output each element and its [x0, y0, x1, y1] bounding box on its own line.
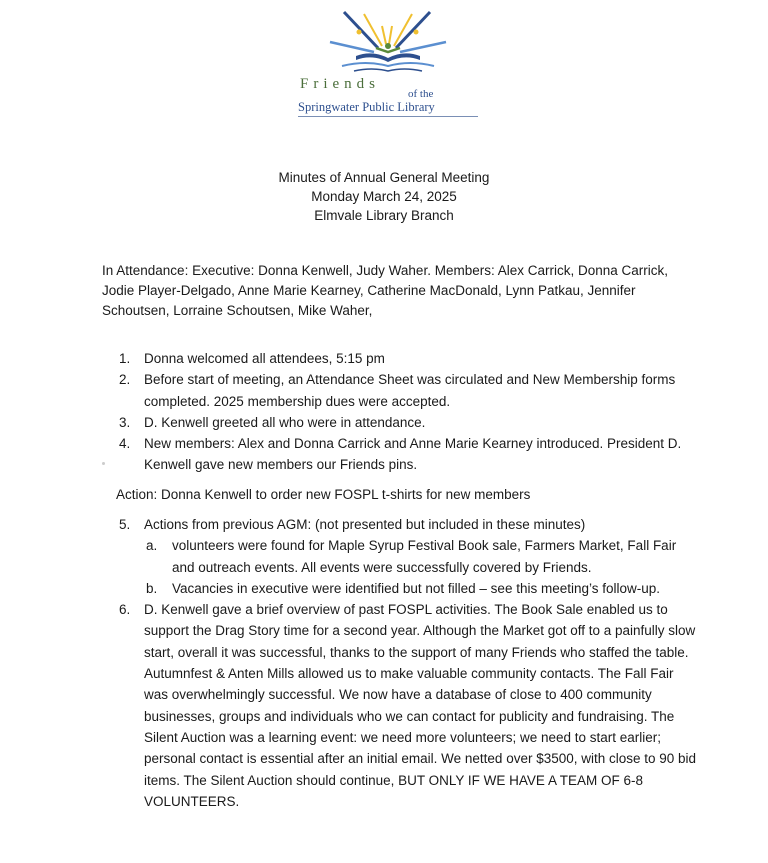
item-text: New members: Alex and Donna Carrick and Anne Marie Kearney introduced. President D. Kenwell gave new members our Friends pins. — [144, 436, 682, 473]
sub-item-letter: a. — [146, 538, 158, 554]
item-number: 1. — [119, 351, 131, 366]
list-item — [102, 599, 698, 812]
meeting-location: Elmvale Library Branch — [314, 208, 454, 223]
action-item: Action: Donna Kenwell to order new FOSPL t-shirts for new members — [116, 487, 531, 502]
sub-item-text: volunteers were found for Maple Syrup Festival Book sale, Farmers Market, Fall Fair and outreach events. All events were successfully covered by Friends. — [172, 538, 677, 575]
item-text: D. Kenwell gave a brief overview of past FOSPL activities. The Book Sale enabled us to support the Drag Story time for a second year. Although the Market got off to a painfully slow start, overall it was successful, thanks to the support of many Friends who staffed the table. Autumnfest & Anten Mills allowed us to make valuable community contacts. The Fall Fair was overwhelmingly successful. We now have a database of close to 400 community businesses, groups and individuals who we can contact for publicity and fundraising. The Silent Auction was a learning event: we need more volunteers; we need to start earlier; personal contact is essential after an initial email. We netted over $3500, with close to 90 bid items. The Silent Auction should continue, BUT ONLY IF WE HAVE A TEAM OF 6-8 VOLUNTEERS. — [144, 602, 697, 809]
document-header — [0, 168, 768, 225]
item-number: 4. — [119, 436, 131, 452]
logo-library-name: Springwater Public Library — [298, 100, 478, 117]
list-item — [102, 369, 698, 412]
library-logo — [296, 6, 480, 114]
sub-list-item — [102, 535, 698, 578]
item-text: Actions from previous AGM: (not presented but included in these minutes) — [144, 517, 586, 532]
scan-speck — [102, 462, 105, 465]
attendance-paragraph: In Attendance: Executive: Donna Kenwell, Judy Waher. Members: Alex Carrick, Donna Carrick, Jodie Player-Delgado, Anne Marie Kearney, Catherine MacDonald, Lynn Patkau, Jennifer Schoutsen, Lorraine Schoutsen, Mike Waher, — [102, 263, 669, 318]
item-number: 5. — [119, 517, 131, 532]
meeting-date: Monday March 24, 2025 — [311, 189, 457, 204]
item-text: Before start of meeting, an Attendance Sheet was circulated and New Membership forms completed. 2025 membership dues were accepted. — [144, 372, 676, 409]
sub-item-letter: b. — [146, 580, 158, 596]
logo-emblem-icon — [326, 6, 450, 78]
sub-list-item — [102, 578, 698, 599]
meeting-title: Minutes of Annual General Meeting — [278, 170, 490, 185]
item-text: Donna welcomed all attendees, 5:15 pm — [144, 351, 385, 366]
list-item — [102, 348, 698, 369]
sub-item-text: Vacancies in executive were identified but not filled – see this meeting’s follow-up. — [172, 580, 661, 596]
item-number: 2. — [119, 372, 131, 388]
list-item — [102, 514, 698, 535]
list-item — [102, 412, 698, 433]
minutes-list-part-1 — [102, 348, 698, 476]
logo-of-the-text: of the — [408, 88, 434, 100]
list-item — [102, 433, 698, 476]
item-number: 3. — [119, 414, 131, 430]
item-text: D. Kenwell greeted all who were in attendance. — [144, 414, 426, 430]
item-number: 6. — [119, 602, 131, 618]
minutes-list-part-2 — [102, 514, 698, 812]
logo-friends-text: Friends — [300, 76, 380, 92]
